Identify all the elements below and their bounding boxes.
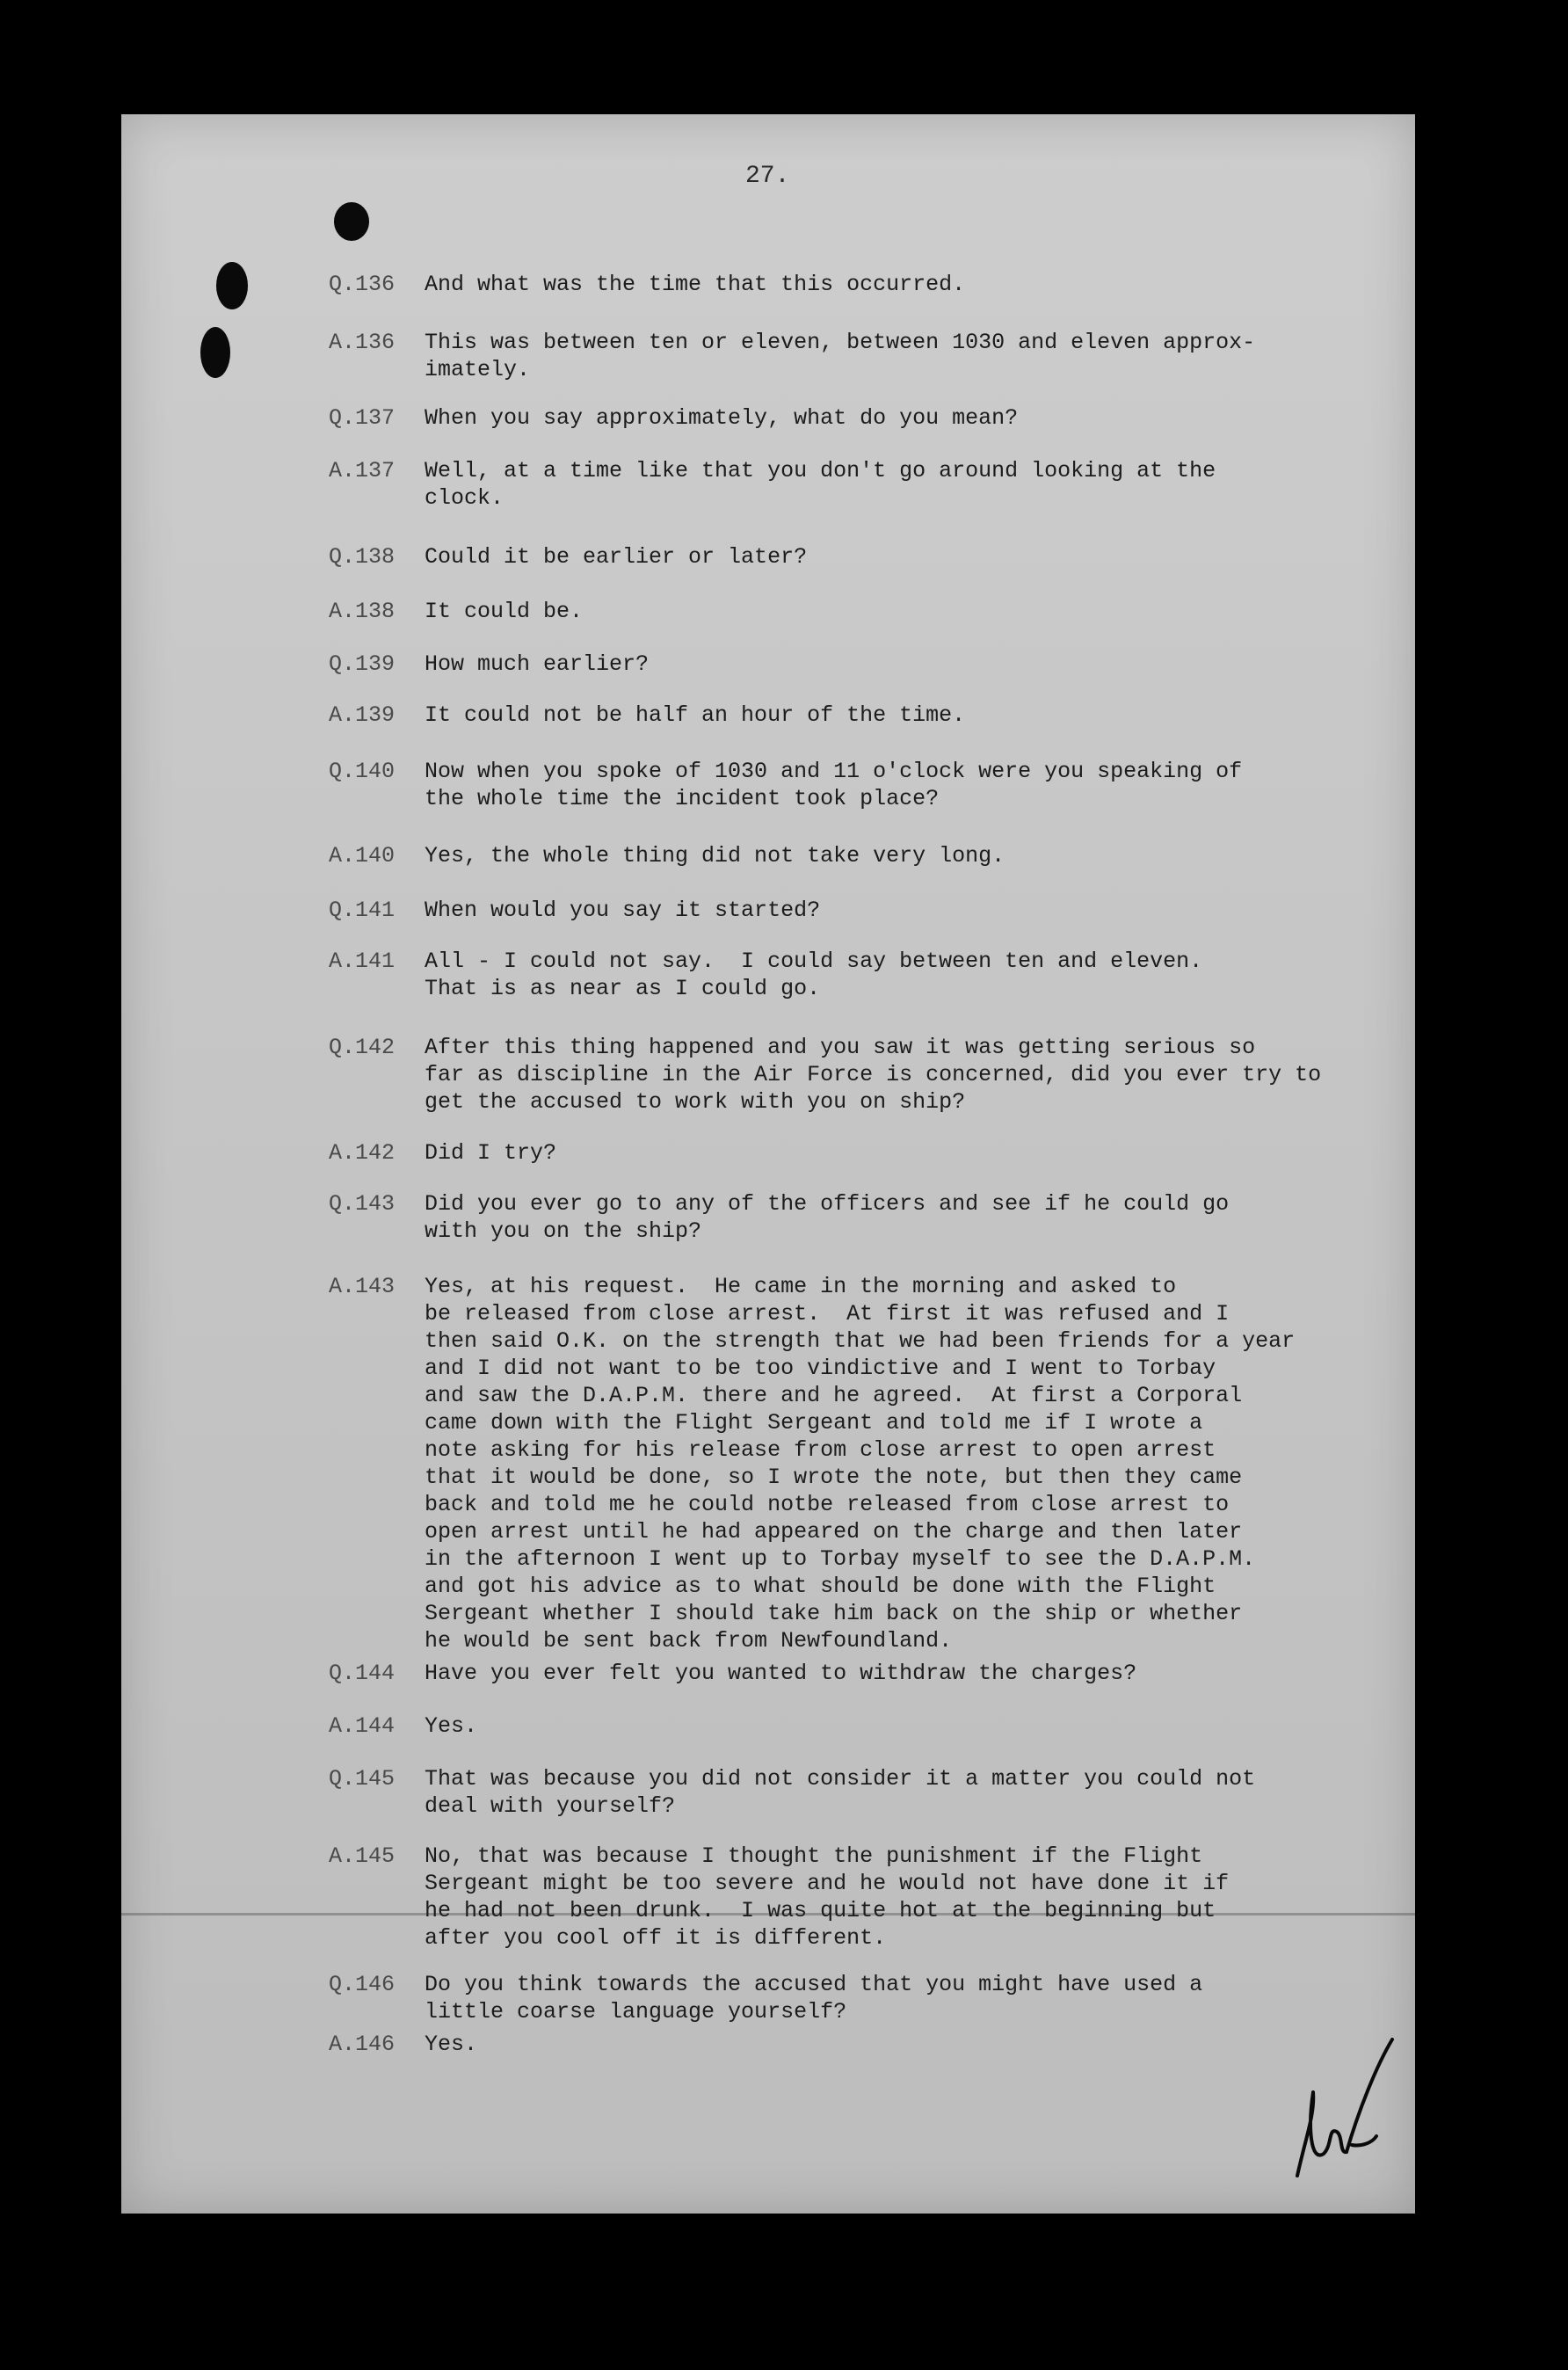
text-line: Do you think towards the accused that you might have used a <box>425 1972 1203 1997</box>
qa-label: A.140 <box>329 843 396 869</box>
qa-text <box>425 1034 1400 1116</box>
qa-label: Q.142 <box>329 1035 396 1060</box>
page-number: 27. <box>745 163 790 190</box>
text-line: How much earlier? <box>425 651 650 677</box>
text-line: open arrest until he had appeared on the charge and then later <box>425 1519 1243 1545</box>
qa-text <box>425 1660 1400 1687</box>
text-line: Sergeant whether I should take him back on the ship or whether <box>425 1601 1243 1626</box>
qa-label: A.143 <box>329 1274 396 1299</box>
text-line: the whole time the incident took place? <box>425 786 940 811</box>
qa-text <box>425 404 1400 432</box>
qa-label: A.138 <box>329 599 396 624</box>
document-page <box>121 114 1415 2214</box>
qa-text <box>425 758 1400 812</box>
qa-text <box>425 1843 1400 1952</box>
text-line: Yes. <box>425 1713 478 1739</box>
text-line: in the afternoon I went up to Torbay myself to see the D.A.P.M. <box>425 1546 1256 1572</box>
qa-label: A.139 <box>329 702 396 728</box>
text-line: then said O.K. on the strength that we had been friends for a year <box>425 1328 1296 1354</box>
qa-label: A.142 <box>329 1140 396 1166</box>
text-line: When you say approximately, what do you mean? <box>425 405 1019 431</box>
qa-label: Q.144 <box>329 1661 396 1686</box>
qa-text <box>425 1712 1400 1740</box>
text-line: Did I try? <box>425 1140 557 1166</box>
text-line: that it would be done, so I wrote the note, but then they came <box>425 1465 1243 1490</box>
qa-label: Q.140 <box>329 759 396 784</box>
punch-hole <box>334 202 369 241</box>
qa-text <box>425 1190 1400 1245</box>
text-line: Did you ever go to any of the officers and see if he could go <box>425 1191 1230 1217</box>
text-line: back and told me he could notbe released from close arrest to <box>425 1492 1230 1517</box>
qa-text <box>425 948 1400 1002</box>
qa-label: A.145 <box>329 1843 396 1869</box>
qa-label: Q.139 <box>329 651 396 677</box>
qa-text <box>425 897 1400 924</box>
qa-text <box>425 329 1400 383</box>
text-line: little coarse language yourself? <box>425 1999 847 2025</box>
text-line: This was between ten or eleven, between 1030 and eleven approx- <box>425 330 1256 355</box>
text-line: imately. <box>425 357 531 382</box>
text-line: When would you say it started? <box>425 898 821 923</box>
qa-text <box>425 2031 1400 2058</box>
qa-text <box>425 1971 1400 2025</box>
qa-text <box>425 842 1400 869</box>
text-line: he had not been drunk. I was quite hot at the beginning but <box>425 1898 1216 1923</box>
qa-text <box>425 651 1400 678</box>
text-line: after you cool off it is different. <box>425 1925 887 1951</box>
qa-text <box>425 1273 1400 1654</box>
qa-label: Q.143 <box>329 1191 396 1217</box>
qa-label: Q.136 <box>329 272 396 297</box>
qa-label: Q.138 <box>329 544 396 570</box>
qa-text <box>425 598 1400 625</box>
text-line: deal with yourself? <box>425 1793 676 1819</box>
handwritten-initials <box>1289 2031 1403 2198</box>
text-line: Could it be earlier or later? <box>425 544 808 570</box>
text-line: Have you ever felt you wanted to withdraw the charges? <box>425 1661 1137 1686</box>
text-line: and saw the D.A.P.M. there and he agreed. At first a Corporal <box>425 1383 1243 1408</box>
text-line: be released from close arrest. At first it was refused and I <box>425 1301 1230 1327</box>
text-line: It could be. <box>425 599 584 624</box>
text-line: get the accused to work with you on ship? <box>425 1089 966 1115</box>
qa-label: Q.141 <box>329 898 396 923</box>
qa-label: A.137 <box>329 458 396 483</box>
punch-hole <box>200 327 230 378</box>
text-line: and I did not want to be too vindictive and I went to Torbay <box>425 1356 1216 1381</box>
text-line: That was because you did not consider it a matter you could not <box>425 1766 1256 1792</box>
text-line: That is as near as I could go. <box>425 976 821 1001</box>
text-line: with you on the ship? <box>425 1218 702 1244</box>
qa-label: Q.146 <box>329 1972 396 1997</box>
text-line: No, that was because I thought the punishment if the Flight <box>425 1843 1203 1869</box>
text-line: All - I could not say. I could say between ten and eleven. <box>425 949 1203 974</box>
text-line: Sergeant might be too severe and he would not have done it if <box>425 1871 1230 1896</box>
text-line: and got his advice as to what should be done with the Flight <box>425 1574 1216 1599</box>
qa-label: A.136 <box>329 330 396 355</box>
qa-label: A.144 <box>329 1713 396 1739</box>
qa-label: Q.145 <box>329 1766 396 1792</box>
punch-hole <box>216 262 248 309</box>
qa-label: A.141 <box>329 949 396 974</box>
text-line: And what was the time that this occurred. <box>425 272 966 297</box>
text-line: Yes, at his request. He came in the morning and asked to <box>425 1274 1177 1299</box>
text-line: far as discipline in the Air Force is concerned, did you ever try to <box>425 1062 1322 1087</box>
qa-text <box>425 1139 1400 1167</box>
qa-text <box>425 543 1400 571</box>
qa-text <box>425 271 1400 298</box>
qa-text <box>425 702 1400 729</box>
text-line: clock. <box>425 485 505 511</box>
text-line: Yes, the whole thing did not take very long. <box>425 843 1005 869</box>
text-line: Well, at a time like that you don't go around looking at the <box>425 458 1216 483</box>
text-line: he would be sent back from Newfoundland. <box>425 1628 953 1654</box>
text-line: Now when you spoke of 1030 and 11 o'clock were you speaking of <box>425 759 1243 784</box>
text-line: note asking for his release from close arrest to open arrest <box>425 1437 1216 1463</box>
qa-label: Q.137 <box>329 405 396 431</box>
qa-text <box>425 457 1400 512</box>
text-line: Yes. <box>425 2032 478 2057</box>
qa-text <box>425 1765 1400 1820</box>
text-line: came down with the Flight Sergeant and told me if I wrote a <box>425 1410 1203 1436</box>
qa-label: A.146 <box>329 2032 396 2057</box>
text-line: It could not be half an hour of the time. <box>425 702 966 728</box>
text-line: After this thing happened and you saw it was getting serious so <box>425 1035 1256 1060</box>
